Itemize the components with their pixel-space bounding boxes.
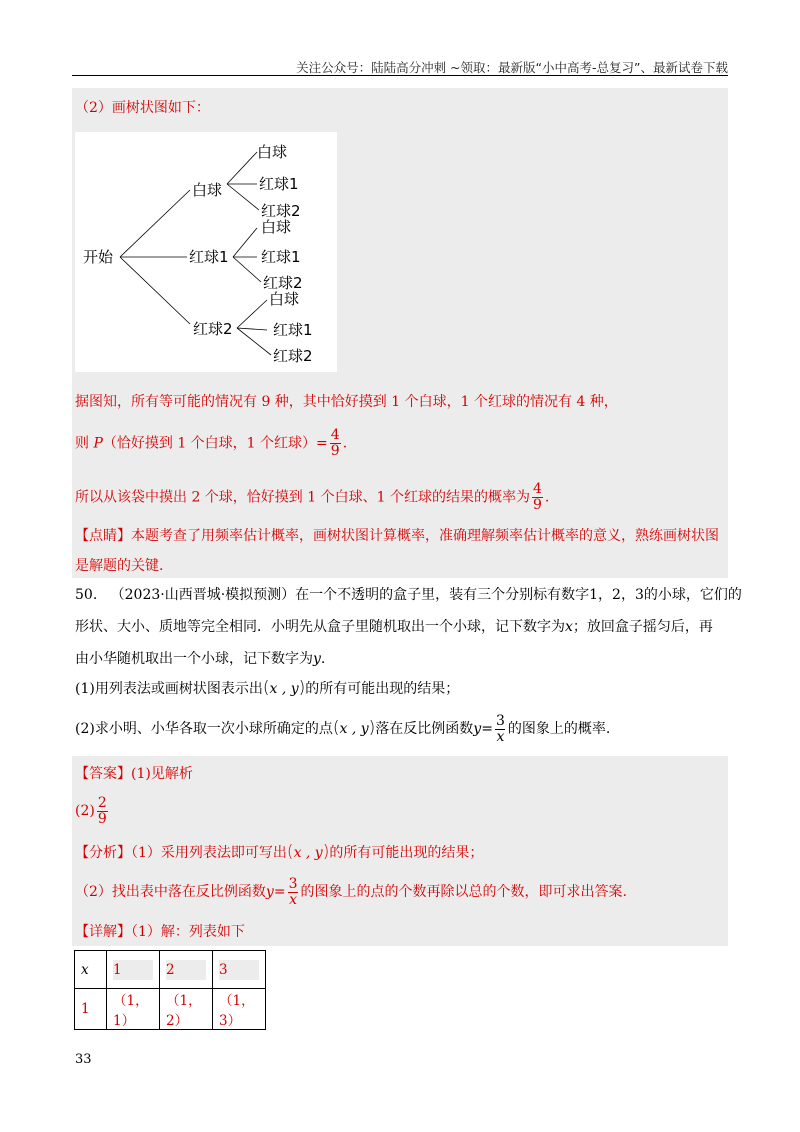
header-rule — [72, 75, 728, 76]
tree-node-l1-b: 红球1 — [189, 248, 229, 266]
analysis-line-1: 【分析】（1）采用列表法即可写出(x , y)的所有可能出现的结果； — [75, 842, 484, 862]
probability-symbol: P — [93, 435, 103, 452]
table-cell: （1，1） — [107, 989, 160, 1030]
question-1: (1)用列表法或画树状图表示出(x , y)的所有可能出现的结果； — [75, 678, 460, 698]
table-header-row — [75, 951, 266, 989]
page-number: 33 — [75, 1052, 92, 1067]
fraction-4-9: $\frac{4}{9}$ — [330, 427, 340, 459]
detail-tag: 【详解】 — [75, 924, 131, 940]
tree-node-a2: 红球1 — [259, 175, 299, 193]
tree-node-b2: 红球1 — [261, 248, 301, 266]
table-header-cell: x — [75, 951, 107, 989]
answer-line-1: 【答案】(1)见解析 — [75, 766, 193, 782]
question-2: (2)求小明、小华各取一次小球所确定的点(x , y)落在反比例函数y= $\frac{3}{x}$ 的图象上的概率. — [75, 712, 611, 745]
tree-node-c2: 红球1 — [273, 321, 313, 339]
table-cell: （1，2） — [160, 989, 213, 1030]
answer-tag: 【答案】 — [75, 766, 131, 782]
comment-line-2: 是解题的关键. — [75, 558, 164, 574]
fraction-2-9: $\frac{2}{9}$ — [97, 794, 107, 827]
tree-node-a3: 红球2 — [261, 202, 301, 220]
tree-node-b1: 白球 — [261, 218, 292, 236]
problem-number: 50. — [75, 587, 98, 603]
tree-node-l1-a: 白球 — [192, 181, 223, 199]
result-table — [74, 950, 266, 1030]
tree-node-c3: 红球2 — [273, 347, 313, 365]
tree-node-l1-c: 红球2 — [193, 320, 233, 338]
table-header-cell: 2 — [160, 951, 213, 989]
comment-tag: 【点睛】 — [75, 528, 131, 544]
table-header-cell: 1 — [107, 951, 160, 989]
problem-line-2: 形状、大小、质地等完全相同．小明先从盒子里随机取出一个小球，记下数字为x；放回盒子摇匀后，再 — [75, 619, 713, 635]
comment-line-1: 【点睛】本题考查了用频率估计概率，画树状图计算概率，准确理解频率估计概率的意义，熟练画树状图 — [75, 528, 719, 544]
table-cell: （1，3） — [213, 989, 266, 1030]
analysis-tag: 【分析】 — [75, 845, 131, 861]
tree-node-b3: 红球2 — [263, 274, 303, 292]
tree-node-c1: 白球 — [269, 290, 300, 308]
tree-svg — [75, 132, 337, 372]
fraction-4-9-b: $\frac{4}{9}$ — [532, 481, 542, 513]
solution-line-3: 所以从该袋中摸出 2 个球，恰好摸到 1 个白球、1 个红球的结果的概率为 $\frac{4}{9}$ . — [75, 481, 550, 513]
table-header-cell: 3 — [213, 951, 266, 989]
analysis-line-2: （2）找出表中落在反比例函数y= $\frac{3}{x}$ 的图象上的点的个数再除以总的个数，即可求出答案. — [75, 875, 627, 908]
solution-line-1: 据图知，所有等可能的情况有 9 种，其中恰好摸到 1 个白球，1 个红球的情况有 4 种， — [75, 394, 618, 410]
table-row — [75, 989, 266, 1030]
detail-line: 【详解】（1）解：列表如下 — [75, 924, 245, 940]
part2-title: （2）画树状图如下： — [75, 100, 210, 116]
solution-line-2: 则 P（恰好摸到 1 个白球，1 个红球）= $\frac{4}{9}$ . — [75, 427, 348, 459]
tree-node-start: 开始 — [83, 248, 114, 266]
tree-node-a1: 白球 — [257, 143, 288, 161]
table-cell: 1 — [75, 989, 107, 1030]
tree-diagram — [75, 132, 337, 372]
problem-line-1: 50. （2023·山西晋城·模拟预测）在一个不透明的盒子里，装有三个分别标有数字1，2，3的小球，它们的 — [75, 587, 742, 603]
problem-line-3: 由小华随机取出一个小球，记下数字为y. — [75, 651, 326, 667]
fraction-3-x: $\frac{3}{x}$ — [495, 712, 505, 745]
header-text: 关注公众号：陆陆高分冲刺 ~领取：最新版“小中高考-总复习”、最新试卷下载 — [296, 60, 728, 75]
answer-line-2: (2) $\frac{2}{9}$ — [75, 794, 107, 827]
fraction-3-x-b: $\frac{3}{x}$ — [288, 875, 298, 908]
